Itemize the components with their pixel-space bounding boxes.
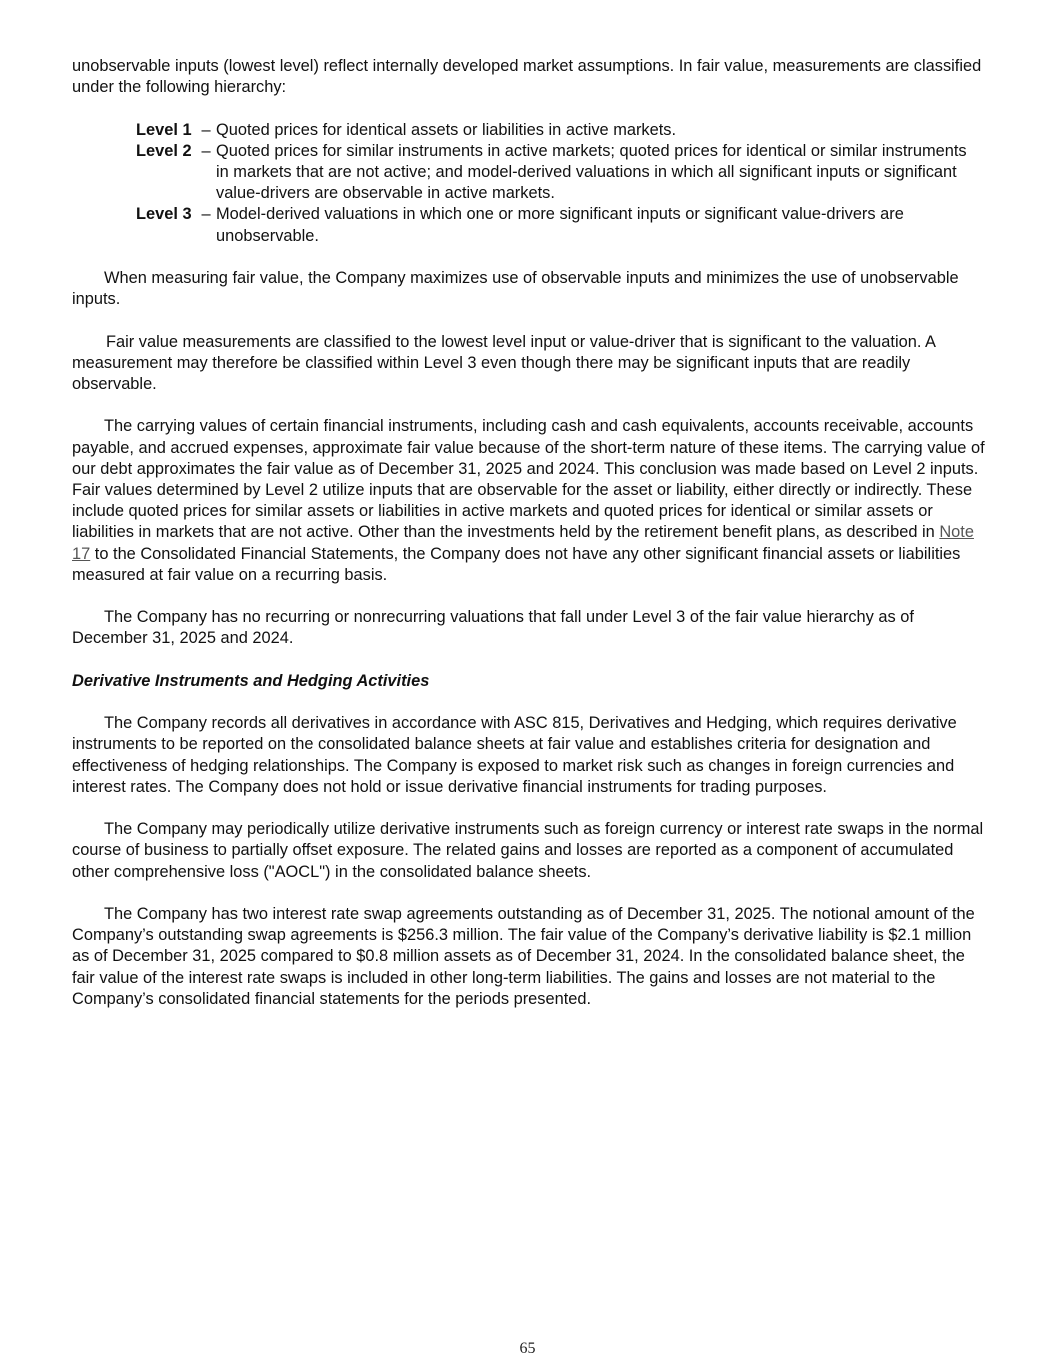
level-label: Level 3 [136,205,192,224]
carrying-values-paragraph [72,416,987,586]
document-page [72,56,987,1031]
lowest-level-paragraph: Fair value measurements are classified to the lowest level input or value-driver that is significant to the valuation. A measurement may therefore be classified within Level 3 even though there may be significant inputs that are readily observable. [72,332,936,393]
intro-paragraph: unobservable inputs (lowest level) reflect internally developed market assumptions. In fair value, measurements are classified under the following hierarchy: [72,57,982,97]
level-label: Level 2 [136,141,192,160]
section-heading-derivatives: Derivative Instruments and Hedging Activities [72,671,430,690]
level-description: Quoted prices for identical assets or liabilities in active markets. [216,120,677,139]
derivatives-paragraph: The Company has two interest rate swap agreements outstanding as of December 31, 2025. The notional amount of the Company’s outstanding swap agreements is $256.3 million. The fair value of the Company’s derivative liability is $2.1 million as of December 31, 2025 compared to $0.8 million assets as of December 31, 2024. In the consolidated balance sheet, the fair value of the interest rate swaps is included in other long-term liabilities. The gains and losses are not material to the Company’s consolidated financial statements for the periods presented. [72,904,975,1008]
observable-inputs-paragraph: When measuring fair value, the Company maximizes use of observable inputs and minimizes the use of unobservable inputs. [72,269,959,309]
page-number: 65 [519,1340,536,1357]
level-description: Quoted prices for similar instruments in active markets; quoted prices for identical or similar instruments in markets that are not active; and model-derived valuations in which all significant inputs or significant value-drivers are observable in active markets. [216,141,967,203]
level-dash: – [201,141,211,160]
carrying-values-text-part1: The carrying values of certain financial instruments, including cash and cash equivalents, accounts receivable, accounts payable, and accrued expenses, approximate fair value because of the short-term nature of these items. The carrying value of our debt approximates the fair value as of December 31, 2025 and 2024. This conclusion was made based on Level 2 inputs. Fair values determined by Level 2 utilize inputs that are observable for the asset or liability, either directly or indirectly. These include quoted prices for similar assets or liabilities in active markets and quoted prices for identical or similar assets or liabilities in markets that are not active. Other than the investments held by the retirement benefit plans, as described in [72,417,985,542]
derivatives-paragraph: The Company records all derivatives in accordance with ASC 815, Derivatives and Hedging, which requires derivative instruments to be reported on the consolidated balance sheets at fair value and establishes criteria for designation and effectiveness of hedging relationships. The Company is exposed to market risk such as changes in foreign currencies and interest rates. The Company does not hold or issue derivative financial instruments for trading purposes. [72,714,957,796]
derivatives-paragraph: The Company may periodically utilize derivative instruments such as foreign currency or interest rate swaps in the normal course of business to partially offset exposure. The related gains and losses are reported as a component of accumulated other comprehensive loss ("AOCL") in the consolidated balance sheets. [72,820,984,881]
fair-value-hierarchy-list [72,120,987,247]
hierarchy-level-2 [136,141,987,205]
level3-none-paragraph: The Company has no recurring or nonrecurring valuations that fall under Level 3 of the fair value hierarchy as of December 31, 2025 and 2024. [72,608,914,648]
level-dash: – [201,120,211,139]
hierarchy-level-3 [136,204,987,246]
carrying-values-text-part2: to the Consolidated Financial Statements, the Company does not have any other significant financial assets or liabilities measured at fair value on a recurring basis. [72,544,961,584]
level-dash: – [201,205,211,224]
note-17-link[interactable]: Note 17 [72,523,974,563]
hierarchy-level-1 [136,120,987,141]
level-label: Level 1 [136,120,192,139]
level-description: Model-derived valuations in which one or more significant inputs or significant value-drivers are unobservable. [216,205,904,245]
